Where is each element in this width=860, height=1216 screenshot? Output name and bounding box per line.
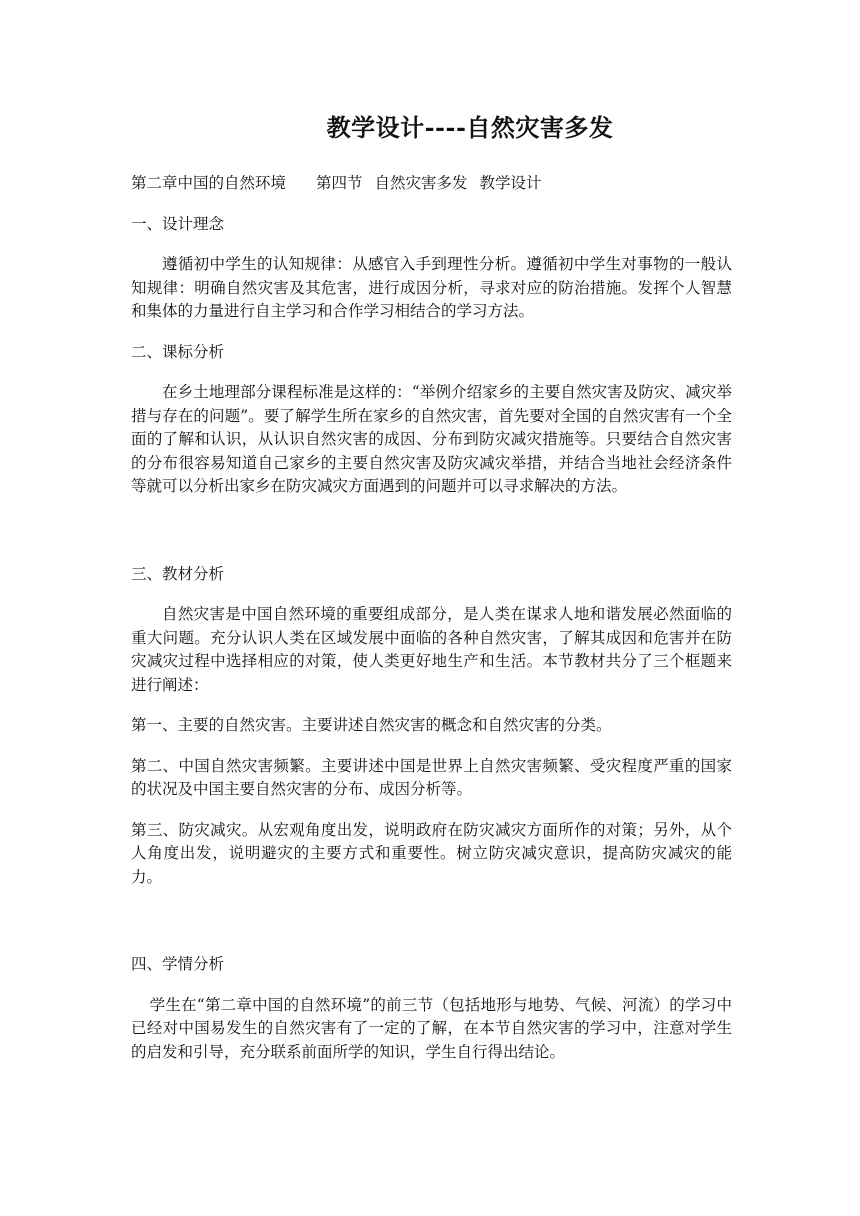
paragraph-textbook: 自然灾害是中国自然环境的重要组成部分，是人类在谋求人地和谐发展必然面临的重大问题。充分认识人类在区域发展中面临的各种自然灾害，了解其成因和危害并在防灾减灾过程中选择相应的对策，使人类更好地生产和生活。本节教材共分了三个框题来进行阐述： <box>131 605 732 694</box>
section-heading-design: 一、设计理念 <box>131 214 225 233</box>
paragraph-curriculum: 在乡土地理部分课程标准是这样的：“举例介绍家乡的主要自然灾害及防灾、减灾举措与存在的问题”。要了解学生所在家乡的自然灾害，首先要对全国的自然灾害有一个全面的了解和认识，从认识自然灾害的成因、分布到防灾减灾措施等。只要结合自然灾害的分布很容易知道自己家乡的主要自然灾害及防灾减灾举措，并结合当地社会经济条件等就可以分析出家乡在防灾减灾方面遇到的问题并可以寻求解决的方法。 <box>131 383 732 495</box>
textbook-item-2: 第二、中国自然灾害频繁。主要讲述中国是世界上自然灾害频繁、受灾程度严重的国家的状况及中国主要自然灾害的分布、成因分析等。 <box>131 756 732 798</box>
subtitle-section: 第四节 <box>316 174 363 192</box>
section-heading-students: 四、学情分析 <box>131 955 225 973</box>
document-subtitle <box>131 172 732 196</box>
section-heading-curriculum: 二、课标分析 <box>131 342 225 361</box>
subtitle-chapter: 第二章中国的自然环境 <box>131 174 287 192</box>
textbook-item-1: 第一、主要的自然灾害。主要讲述自然灾害的概念和自然灾害的分类。 <box>131 716 612 734</box>
document-body <box>131 172 732 1081</box>
subtitle-type: 教学设计 <box>479 174 542 192</box>
spacer <box>131 906 732 953</box>
textbook-item-3: 第三、防灾减灾。从宏观角度出发，说明政府在防灾减灾方面所作的对策；另外，从个人角度出发，说明避灾的主要方式和重要性。树立防灾减灾意识，提高防灾减灾的能力。 <box>131 820 732 886</box>
spacer <box>131 516 732 563</box>
paragraph-design: 遵循初中学生的认知规律：从感官入手到理性分析。遵循初中学生对事物的一般认知规律：明确自然灾害及其危害，进行成因分析，寻求对应的防治措施。发挥个人智慧和集体的力量进行自主学习和合作学习相结合的学习方法。 <box>131 255 732 320</box>
subtitle-topic: 自然灾害多发 <box>374 174 468 192</box>
paragraph-students: 学生在“第二章中国的自然环境”的前三节（包括地形与地势、气候、河流）的学习中已经对中国易发生的自然灾害有了一定的了解，在本节自然灾害的学习中，注意对学生的启发和引导，充分联系前面所学的知识，学生自行得出结论。 <box>131 995 732 1061</box>
section-heading-textbook: 三、教材分析 <box>131 564 225 583</box>
page-title: 教学设计----自然灾害多发 <box>326 113 614 142</box>
